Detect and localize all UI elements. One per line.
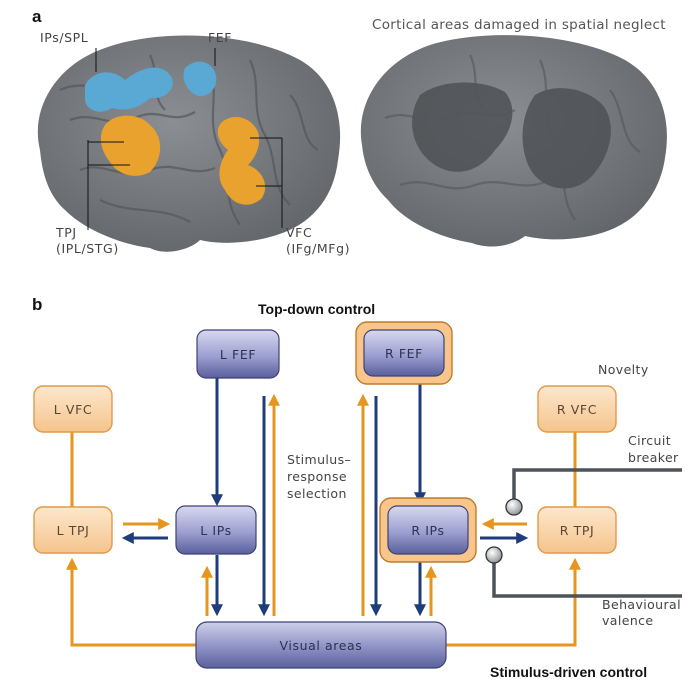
node-r-ips (380, 498, 476, 562)
behavioural-valence-line (494, 558, 682, 596)
annotation-novelty: Novelty (598, 362, 649, 377)
circuit-breaker-line (514, 470, 682, 505)
label-fef: FEF (208, 30, 233, 45)
node-l-fef (197, 330, 279, 378)
node-visual-areas (196, 622, 446, 668)
visual-to-l-tpj-arrow (72, 562, 196, 645)
label-tpj: TPJ (56, 225, 77, 240)
annotation-stimulus-response-2: response (287, 469, 347, 484)
node-l-ips-label: L IPs (200, 523, 232, 538)
label-vfc: VFC (286, 225, 313, 240)
node-r-fef (356, 322, 452, 384)
node-r-vfc (538, 386, 616, 432)
circuit-breaker-node (506, 499, 522, 515)
annotation-behavioural-1: Behavioural (602, 597, 681, 612)
top-down-heading: Top-down control (258, 301, 376, 317)
right-brain-image (361, 35, 667, 246)
panel-b-label: b (32, 295, 43, 314)
annotation-stimulus-response-3: selection (287, 486, 347, 501)
label-ips-spl: IPs/SPL (40, 30, 89, 45)
label-tpj-detail: (IPL/STG) (56, 241, 119, 256)
node-r-fef-label: R FEF (385, 346, 423, 361)
node-l-fef-label: L FEF (219, 347, 257, 362)
node-l-vfc (34, 386, 112, 432)
node-l-ips (176, 506, 256, 554)
panel-a-label: a (32, 7, 42, 26)
stimulus-driven-heading: Stimulus-driven control (490, 664, 648, 680)
node-visual-areas-label: Visual areas (279, 638, 363, 653)
behavioural-valence-node (486, 547, 502, 563)
node-r-ips-label: R IPs (411, 523, 445, 538)
annotation-circuit-breaker-2: breaker (628, 450, 679, 465)
node-r-tpj-label: R TPJ (559, 523, 595, 538)
left-brain-image (38, 36, 340, 252)
node-l-vfc-label: L VFC (53, 402, 93, 417)
visual-to-r-tpj-arrow (446, 562, 575, 645)
node-l-tpj-label: L TPJ (56, 523, 90, 538)
node-l-tpj (34, 507, 112, 553)
node-r-tpj (538, 507, 616, 553)
annotation-stimulus-response-1: Stimulus– (287, 452, 352, 467)
node-r-vfc-label: R VFC (556, 402, 598, 417)
annotation-circuit-breaker-1: Circuit (628, 433, 672, 448)
panel-a-title: Cortical areas damaged in spatial neglect (372, 17, 666, 33)
annotation-behavioural-2: valence (602, 613, 654, 628)
label-vfc-detail: (IFg/MFg) (286, 241, 351, 256)
